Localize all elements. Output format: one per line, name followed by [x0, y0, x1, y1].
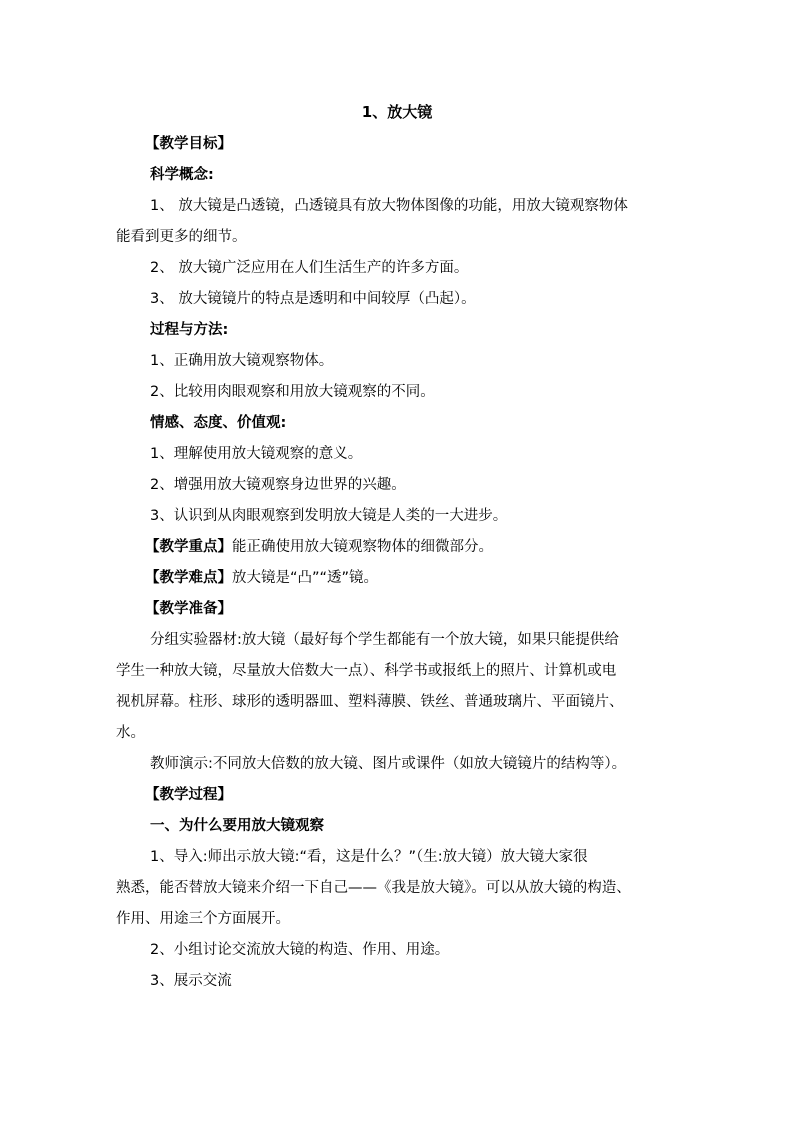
part-1-item-1-line-1: 1、导入:师出示放大镜:“看，这是什么？”（生:放大镜）放大镜大家很: [150, 849, 588, 865]
difficulty-heading: 【教学难点】: [145, 570, 232, 586]
process-item-1: 1、正确用放大镜观察物体。: [150, 353, 334, 369]
emotion-item-1: 1、理解使用放大镜观察的意义。: [150, 446, 363, 462]
difficulty-text: 放大镜是“凸”“透”镜。: [232, 570, 379, 586]
concept-item-1-line-2: 能看到更多的细节。: [116, 229, 247, 245]
difficulty-line: [145, 568, 378, 588]
emotion-item-2: 2、增强用放大镜观察身边世界的兴趣。: [150, 477, 406, 493]
teacher-demo-line: 教师演示:不同放大倍数的放大镜、图片或课件（如放大镜镜片的结构等）。: [150, 756, 627, 772]
emotion-heading: 情感、态度、价值观:: [150, 415, 287, 431]
concept-item-3: 3、 放大镜镜片的特点是透明和中间较厚（凸起）。: [150, 291, 476, 307]
teaching-process-heading: 【教学过程】: [145, 787, 232, 803]
concept-item-1-line-1: 1、 放大镜是凸透镜，凸透镜具有放大物体图像的功能，用放大镜观察物体: [150, 198, 628, 214]
emotion-item-3: 3、认识到从肉眼观察到发明放大镜是人类的一大进步。: [150, 508, 508, 524]
part-1-heading: 一、为什么要用放大镜观察: [150, 818, 324, 834]
preparation-heading: 【教学准备】: [145, 601, 232, 617]
key-point-line: [145, 537, 493, 557]
preparation-line-4: 水。: [116, 725, 145, 741]
part-1-item-1-line-2: 熟悉，能否替放大镜来介绍一下自己——《我是放大镜》。可以从放大镜的构造、: [116, 880, 631, 896]
process-method-heading: 过程与方法:: [150, 322, 229, 338]
part-1-item-1-line-3: 作用、用途三个方面展开。: [116, 911, 290, 927]
process-item-2: 2、比较用肉眼观察和用放大镜观察的不同。: [150, 384, 435, 400]
goals-heading: 【教学目标】: [145, 136, 232, 152]
key-point-text: 能正确使用放大镜观察物体的细微部分。: [232, 539, 493, 555]
concept-item-2: 2、 放大镜广泛应用在人们生活生产的许多方面。: [150, 260, 469, 276]
part-1-item-2: 2、小组讨论交流放大镜的构造、作用、用途。: [150, 942, 450, 958]
concept-heading: 科学概念:: [150, 167, 214, 183]
preparation-line-3: 视机屏幕。柱形、球形的透明器皿、塑料薄膜、铁丝、普通玻璃片、平面镜片、: [116, 694, 624, 710]
preparation-line-1: 分组实验器材:放大镜（最好每个学生都能有一个放大镜，如果只能提供给: [150, 632, 619, 648]
preparation-line-2: 学生一种放大镜，尽量放大倍数大一点）、科学书或报纸上的照片、计算机或电: [116, 663, 617, 679]
key-point-heading: 【教学重点】: [145, 539, 232, 555]
part-1-item-3: 3、展示交流: [150, 973, 232, 989]
document-title: 1、放大镜: [361, 103, 433, 121]
